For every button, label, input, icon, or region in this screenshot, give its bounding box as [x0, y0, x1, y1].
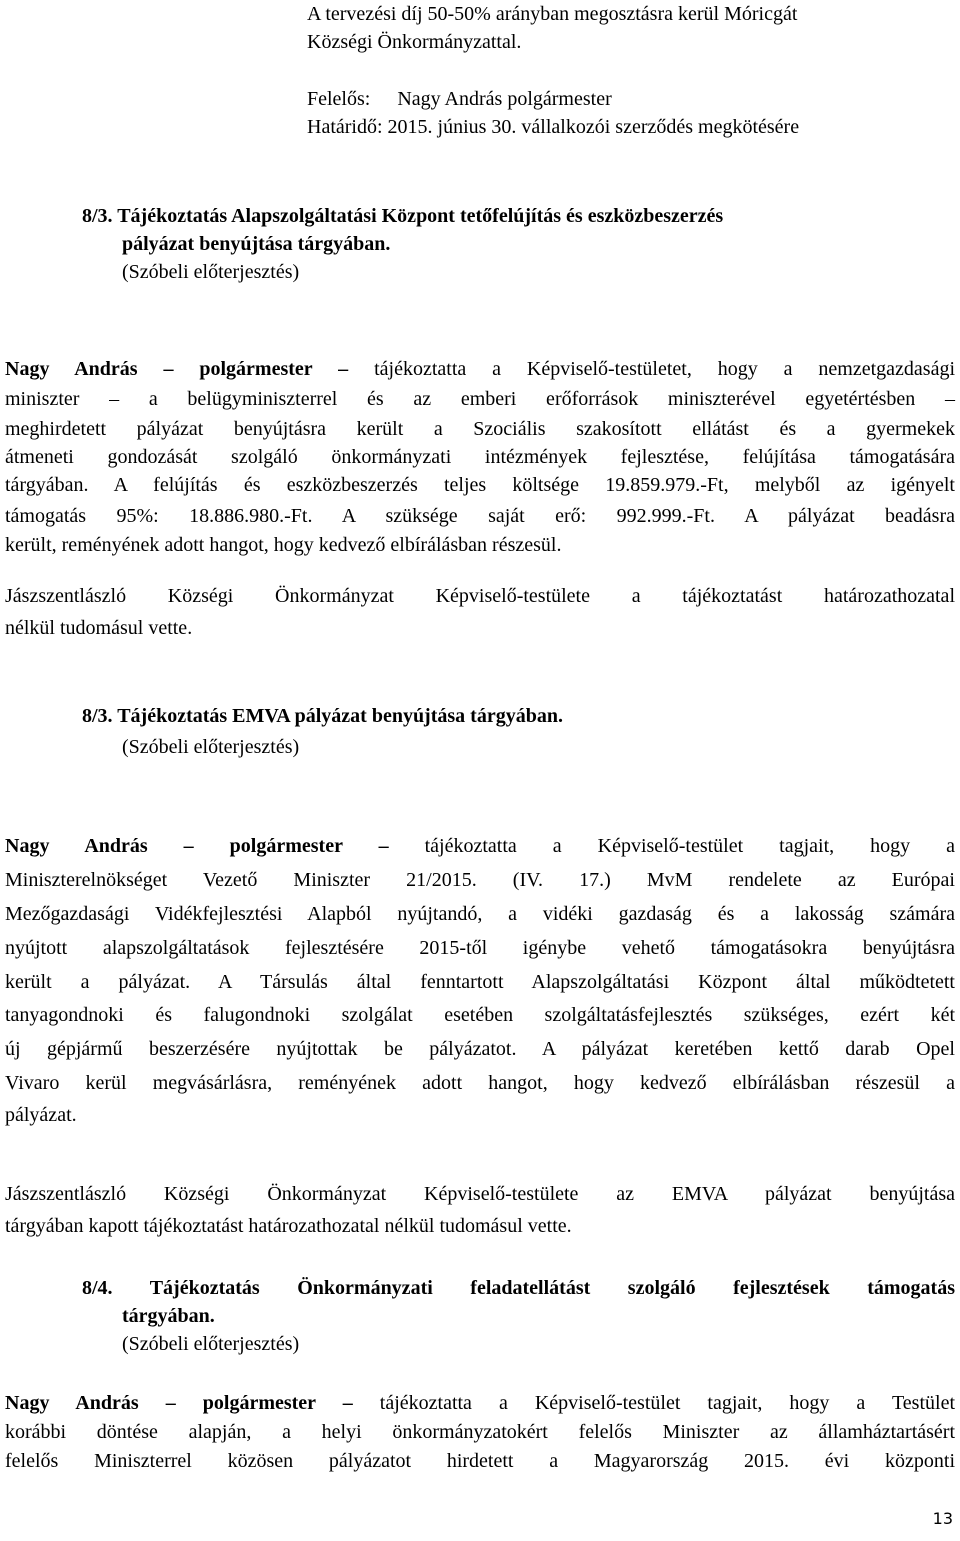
item1-oral-note: (Szóbeli előterjesztés) [122, 261, 300, 283]
item3-speaker: Nagy András – polgármester – [5, 1392, 353, 1414]
item1-title-line-2: pályázat benyújtása tárgyában. [122, 233, 391, 255]
item2-paragraph-line-1: Nagy András – polgármester – tájékoztatta a Képviselő-testület tagjait, hogy a [5, 835, 956, 857]
item1-paragraph-line-5: tárgyában. A felújítás és eszközbeszerzés teljes költsége 19.859.979.-Ft, melyből az igényelt [5, 474, 955, 496]
item3-paragraph-line-2: korábbi döntése alapján, a helyi önkormányzatokért felelős Miniszter az államháztartásért [5, 1421, 955, 1443]
item1-paragraph-line-6: támogatás 95%: 18.886.980.-Ft. A szüksége saját erő: 992.999.-Ft. A pályázat beadásra [5, 505, 955, 527]
item2-paragraph-line-4: nyújtott alapszolgáltatások fejlesztésére 2015-től igénybe vehető támogatásokra benyújtásra [5, 937, 955, 959]
item2-paragraph-line-3: Mezőgazdasági Vidékfejlesztési Alapból nyújtandó, a vidéki gazdaság és a lakosság számára [5, 903, 955, 925]
item2-oral-note: (Szóbeli előterjesztés) [122, 736, 300, 758]
item1-paragraph-line-3: meghirdetett pályázat benyújtásra került a Szociális szakosított ellátást és a gyermekek [5, 418, 955, 440]
responsible-value: Nagy András polgármester [397, 88, 612, 110]
item2-paragraph-line-2: Miniszterelnökséget Vezető Miniszter 21/2015. (IV. 17.) MvM rendelete az Európai [5, 869, 955, 891]
item1-resolution-line-2: nélkül tudomásul vette. [5, 617, 193, 639]
item2-paragraph-line-6: tanyagondnoki és falugondnoki szolgálat esetében szolgáltatásfejlesztés szükséges, ezért két [5, 1004, 955, 1026]
item2-title: 8/3. Tájékoztatás EMVA pályázat benyújtása tárgyában. [82, 705, 563, 727]
deadline-line: Határidő: 2015. június 30. vállalkozói szerződés megkötésére [307, 116, 800, 138]
item3-title-line-1: 8/4. Tájékoztatás Önkormányzati feladatellátást szolgáló fejlesztések támogatás [82, 1277, 955, 1299]
item1-speaker: Nagy András – polgármester – [5, 358, 349, 380]
responsible-line [307, 85, 612, 113]
intro-line-2: Községi Önkormányzattal. [307, 31, 522, 53]
page-number: 13 [932, 1509, 953, 1528]
item2-speaker: Nagy András – polgármester – [5, 835, 389, 857]
item1-title-line-1: 8/3. Tájékoztatás Alapszolgáltatási Központ tetőfelújítás és eszközbeszerzés [82, 205, 724, 227]
item1-paragraph-line-1: Nagy András – polgármester – tájékoztatta a Képviselő-testületet, hogy a nemzetgazdasági [5, 358, 955, 380]
item1-paragraph-line-2: miniszter – a belügyminiszterrel és az emberi erőforrások miniszterével egyetértésben – [5, 388, 955, 410]
item2-paragraph-line-5: került a pályázat. A Társulás által fenntartott Alapszolgáltatási Központ által működtetett [5, 971, 955, 993]
item3-oral-note: (Szóbeli előterjesztés) [122, 1333, 300, 1355]
item2-resolution-line-1: Jászszentlászló Községi Önkormányzat Képviselő-testülete az EMVA pályázat benyújtása [5, 1183, 955, 1205]
item1-resolution-line-1: Jászszentlászló Községi Önkormányzat Képviselő-testülete a tájékoztatást határozathozatal [5, 585, 955, 607]
item2-paragraph-line-9: pályázat. [5, 1104, 77, 1126]
item3-paragraph-line-3: felelős Miniszterrel közösen pályázatot hirdetett a Magyarország 2015. évi központi [5, 1450, 955, 1472]
item2-paragraph-line-8: Vivaro kerül megvásárlásra, reményének adott hangot, hogy kedvező elbírálásban részesül a [5, 1072, 955, 1094]
item2-paragraph-line-7: új gépjármű beszerzésére nyújtottak be pályázatot. A pályázat keretében kettő darab Opel [5, 1038, 955, 1060]
intro-line-1: A tervezési díj 50-50% arányban megosztásra kerül Móricgát [307, 3, 798, 25]
responsible-label: Felelős: [307, 88, 371, 110]
item1-paragraph-line-7: került, reményének adott hangot, hogy kedvező elbírálásban részesül. [5, 534, 562, 556]
item3-paragraph-line-1: Nagy András – polgármester – tájékoztatta a Képviselő-testület tagjait, hogy a Testület [5, 1392, 956, 1414]
item1-paragraph-line-4: átmeneti gondozását szolgáló önkormányzati intézmények fejlesztése, felújítása támogatására [5, 446, 955, 468]
item2-resolution-line-2: tárgyában kapott tájékoztatást határozathozatal nélkül tudomásul vette. [5, 1215, 572, 1237]
item3-title-line-2: tárgyában. [122, 1305, 215, 1327]
